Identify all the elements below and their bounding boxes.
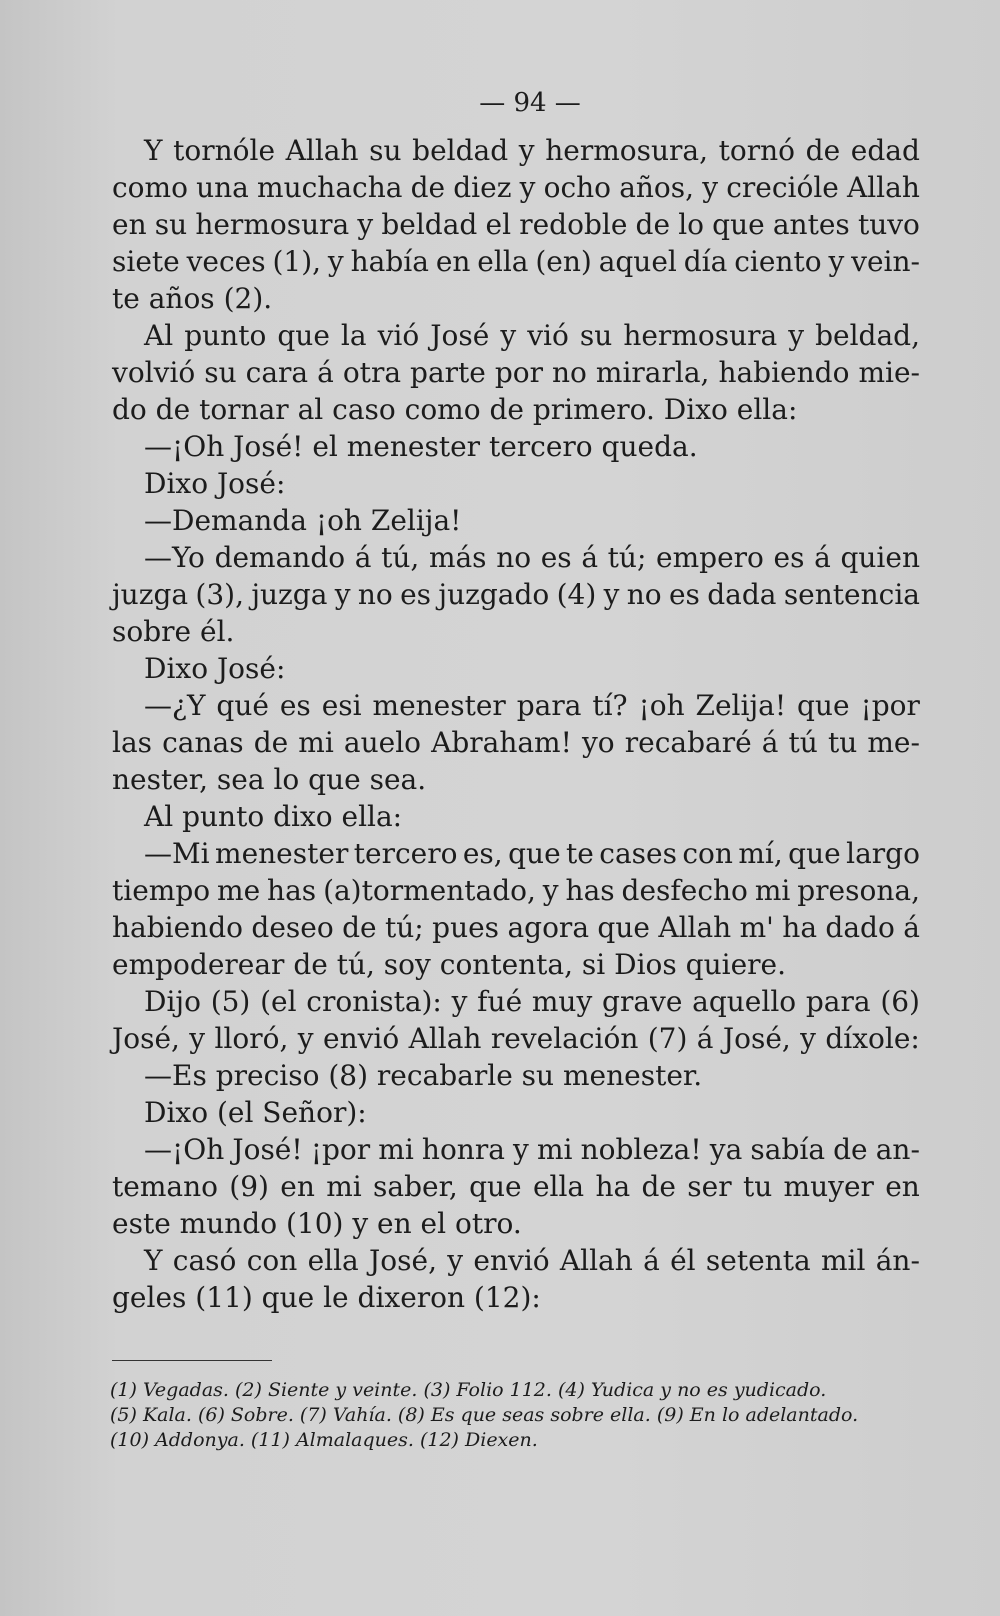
text-line: como una muchacha de diez y ocho años, y crecióle Allah xyxy=(112,171,920,204)
text-line: sobre él. xyxy=(112,615,235,648)
text-line: las canas de mi auelo Abraham! yo recabaré á tú tu me- xyxy=(112,726,920,759)
body-text xyxy=(112,132,920,1316)
text-line: —¡Oh José! el menester tercero queda. xyxy=(144,430,698,463)
text-line: geles (11) que le dixeron (12): xyxy=(112,1281,541,1314)
text-line: do de tornar al caso como de primero. Dixo ella: xyxy=(112,393,798,426)
footnotes xyxy=(110,1378,922,1453)
text-line: nester, sea lo que sea. xyxy=(112,763,427,796)
text-line: siete veces (1), y había en ella (en) aquel día ciento y vein- xyxy=(112,245,920,278)
text-line: —Demanda ¡oh Zelija! xyxy=(144,504,462,537)
text-line: —Yo demando á tú, más no es á tú; empero es á quien xyxy=(144,541,920,574)
footnote-divider xyxy=(112,1360,272,1361)
footnote-line: (5) Kala. (6) Sobre. (7) Vahía. (8) Es que seas sobre ella. (9) En lo adelantado. xyxy=(110,1404,859,1426)
text-line: —Es preciso (8) recabarle su menester. xyxy=(144,1059,703,1092)
text-line: volvió su cara á otra parte por no mirarla, habiendo mie- xyxy=(112,356,920,389)
text-line: Al punto dixo ella: xyxy=(144,800,403,833)
text-line: Y tornóle Allah su beldad y hermosura, tornó de edad xyxy=(144,134,920,167)
text-line: este mundo (10) y en el otro. xyxy=(112,1207,522,1240)
text-line: Dixo José: xyxy=(144,467,286,500)
text-line: Dijo (5) (el cronista): y fué muy grave aquello para (6) xyxy=(144,985,920,1018)
text-line: temano (9) en mi saber, que ella ha de ser tu muyer en xyxy=(112,1170,920,1203)
text-line: Y casó con ella José, y envió Allah á él setenta mil án- xyxy=(144,1244,920,1277)
text-line: Dixo (el Señor): xyxy=(144,1096,367,1129)
text-line: Al punto que la vió José y vió su hermosura y beldad, xyxy=(144,319,920,352)
text-line: —¡Oh José! ¡por mi honra y mi nobleza! ya sabía de an- xyxy=(144,1133,920,1166)
text-line: empoderear de tú, soy contenta, si Dios quiere. xyxy=(112,948,787,981)
text-line: habiendo deseo de tú; pues agora que Allah m' ha dado á xyxy=(112,911,920,944)
footnote-line: (1) Vegadas. (2) Siente y veinte. (3) Folio 112. (4) Yudica y no es yudicado. xyxy=(110,1379,827,1401)
text-line: te años (2). xyxy=(112,282,273,315)
text-line: José, y lloró, y envió Allah revelación (7) á José, y díxole: xyxy=(112,1022,920,1055)
footnote-line: (10) Addonya. (11) Almalaques. (12) Diexen. xyxy=(110,1429,538,1451)
text-line: —Mi menester tercero es, que te cases con mí, que largo xyxy=(144,837,920,870)
text-line: tiempo me has (a)tormentado, y has desfecho mi presona, xyxy=(112,874,920,907)
page-number: — 94 — xyxy=(479,88,581,118)
text-line: —¿Y qué es esi menester para tí? ¡oh Zelija! que ¡por xyxy=(144,689,920,722)
text-line: Dixo José: xyxy=(144,652,286,685)
text-line: juzga (3), juzga y no es juzgado (4) y no es dada sentencia xyxy=(112,578,920,611)
text-line: en su hermosura y beldad el redoble de lo que antes tuvo xyxy=(112,208,920,241)
